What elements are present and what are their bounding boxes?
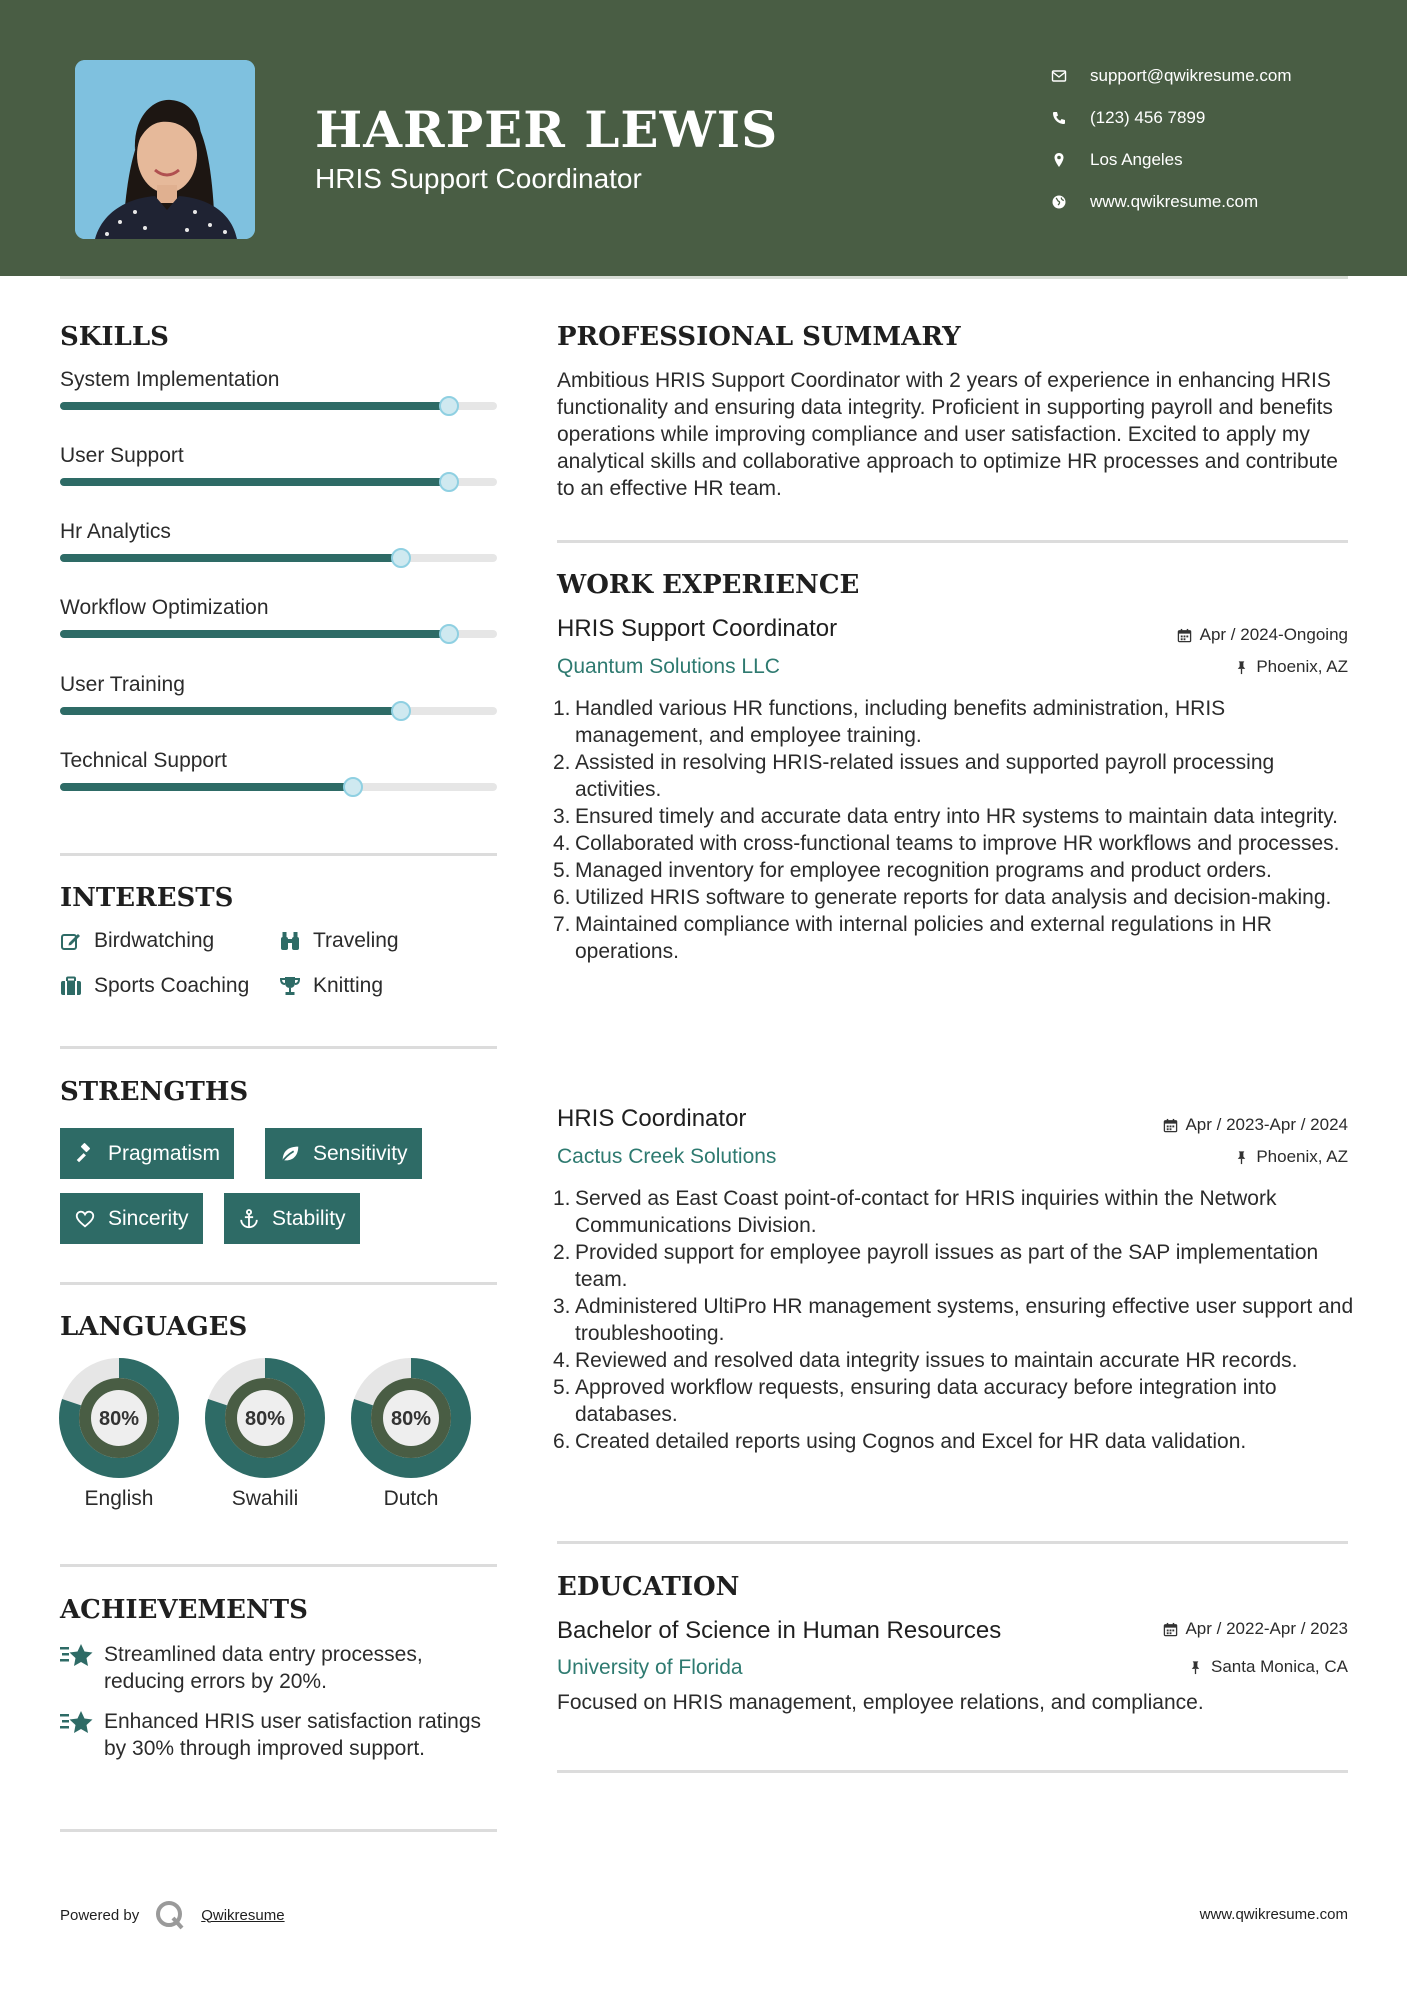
skill-bar-fill — [60, 630, 449, 638]
duty-text: Handled various HR functions, including benefits administration, HRIS management, and employee training. — [575, 697, 1226, 747]
strength-label: Sensitivity — [313, 1141, 408, 1165]
map-marker-icon — [1050, 151, 1068, 169]
job-company: Cactus Creek Solutions — [557, 1145, 777, 1168]
section-divider — [60, 1829, 497, 1832]
language-item — [350, 1357, 472, 1511]
header-divider — [60, 276, 1348, 279]
job-location-text: Phoenix, AZ — [1256, 1147, 1348, 1166]
education-location — [1187, 1657, 1348, 1677]
skill-name: Hr Analytics — [60, 520, 171, 543]
skill-bar-fill — [60, 554, 401, 562]
interest-label: Knitting — [313, 974, 384, 997]
section-divider — [557, 1770, 1348, 1773]
job-role: HRIS Support Coordinator — [557, 615, 838, 642]
achievement-text: Enhanced HRIS user satisfaction ratings by 30% through improved support. — [104, 1710, 482, 1760]
job-company: Quantum Solutions LLC — [557, 655, 780, 678]
skill-name: System Implementation — [60, 368, 280, 391]
summary-heading: PROFESSIONAL SUMMARY — [557, 322, 961, 352]
skill-bar — [60, 478, 497, 486]
binoculars-icon — [277, 928, 303, 954]
duty-text: Managed inventory for employee recognition programs and product orders. — [575, 859, 1272, 882]
skill-bar-fill — [60, 402, 449, 410]
phone-icon — [1050, 109, 1068, 127]
section-divider — [60, 1046, 497, 1049]
skill-bar — [60, 783, 497, 791]
duty-text: Maintained compliance with internal policies and external regulations in HR operations. — [575, 913, 1272, 963]
duty-item: 4. Reviewed and resolved data integrity issues to maintain accurate HR records. — [553, 1349, 1298, 1372]
skill-bar — [60, 402, 497, 410]
language-gauge — [58, 1357, 180, 1479]
interest-item — [277, 928, 399, 954]
qwikresume-link[interactable]: Qwikresume — [201, 1906, 285, 1924]
contact-email[interactable] — [1050, 55, 1292, 97]
contact-website[interactable] — [1050, 181, 1292, 223]
strength-chip — [60, 1193, 203, 1244]
profile-photo — [75, 60, 255, 239]
duty-item: 1. Handled various HR functions, including benefits administration, HRIS management, and employee training. — [553, 697, 1226, 747]
skill-item — [60, 520, 497, 544]
language-gauge — [204, 1357, 326, 1479]
interest-label: Traveling — [313, 929, 399, 952]
leaf-icon — [277, 1141, 303, 1167]
section-divider — [557, 1541, 1348, 1544]
duty-item: 2. Assisted in resolving HRIS-related issues and supported payroll processing activities. — [553, 751, 1275, 801]
language-percent: 80% — [244, 1408, 286, 1430]
achievement-item — [60, 1641, 500, 1695]
job-dates-text: Apr / 2023-Apr / 2024 — [1185, 1115, 1348, 1134]
powered-by-text: Powered by — [60, 1906, 140, 1924]
duty-text: Administered UltiPro HR management systems, ensuring effective user support and troubleshooting. — [575, 1295, 1354, 1345]
duty-text: Assisted in resolving HRIS-related issues and supported payroll processing activities. — [575, 751, 1275, 801]
duty-item: 7. Maintained compliance with internal policies and external regulations in HR operations. — [553, 913, 1272, 963]
job-location — [1232, 657, 1348, 677]
strength-label: Pragmatism — [108, 1141, 221, 1165]
job-role: HRIS Coordinator — [557, 1105, 747, 1132]
education-description: Focused on HRIS management, employee relations, and compliance. — [557, 1691, 1204, 1714]
skill-name: User Support — [60, 444, 184, 467]
calendar-icon — [1176, 626, 1194, 644]
pin-icon — [1187, 1658, 1205, 1676]
interest-item — [58, 973, 249, 999]
interest-label: Sports Coaching — [94, 974, 250, 997]
achievement-text: Streamlined data entry processes, reducing errors by 20%. — [104, 1643, 423, 1693]
globe-icon — [1050, 193, 1068, 211]
strength-chip — [224, 1193, 360, 1244]
education-school: University of Florida — [557, 1656, 743, 1679]
education-heading: EDUCATION — [557, 1572, 740, 1602]
skill-bar — [60, 707, 497, 715]
language-item — [58, 1357, 180, 1511]
summary-text: Ambitious HRIS Support Coordinator with 2 years of experience in enhancing HRIS functionality and ensuring data integrity. Proficient in supporting payroll and benefits operations while improving compliance and user satisfaction. Excited to apply my analytical skills and collaborative approach to optimize HR processes and contribute to an effective HR team. — [557, 369, 1338, 500]
briefcase-icon — [58, 973, 84, 999]
footer-website[interactable]: www.qwikresume.com — [1199, 1906, 1348, 1923]
contact-list — [1050, 55, 1292, 223]
skill-bar-fill — [60, 783, 353, 791]
job-location-text: Phoenix, AZ — [1256, 657, 1348, 676]
skill-item — [60, 368, 497, 392]
skill-item — [60, 596, 497, 620]
job-dates — [1161, 1115, 1348, 1135]
duty-item: 6. Created detailed reports using Cognos and Excel for HR data validation. — [553, 1430, 1247, 1453]
achievements-heading: ACHIEVEMENTS — [60, 1595, 308, 1625]
candidate-name: HARPER LEWIS — [315, 100, 779, 159]
education-dates — [1161, 1619, 1348, 1639]
calendar-icon — [1161, 1116, 1179, 1134]
contact-website-text: www.qwikresume.com — [1090, 192, 1259, 211]
skill-bar — [60, 554, 497, 562]
education-degree: Bachelor of Science in Human Resources — [557, 1617, 1002, 1644]
language-name: Swahili — [231, 1487, 299, 1510]
duty-text: Served as East Coast point-of-contact for HRIS inquiries within the Network Communications Division. — [575, 1187, 1277, 1237]
language-gauge — [350, 1357, 472, 1479]
star-icon — [60, 1641, 94, 1671]
languages-heading: LANGUAGES — [60, 1312, 248, 1342]
strength-label: Stability — [272, 1206, 346, 1230]
skill-name: Technical Support — [60, 749, 227, 772]
gavel-icon — [72, 1141, 98, 1167]
education-dates-text: Apr / 2022-Apr / 2023 — [1185, 1619, 1348, 1638]
calendar-icon — [1161, 1620, 1179, 1638]
skill-bar-knob — [391, 548, 411, 568]
language-percent: 80% — [98, 1408, 140, 1430]
strength-chip — [60, 1128, 234, 1179]
skill-bar-knob — [439, 624, 459, 644]
duty-item: 1. Served as East Coast point-of-contact for HRIS inquiries within the Network Communications Division. — [553, 1187, 1277, 1237]
envelope-icon — [1050, 67, 1068, 85]
duty-text: Ensured timely and accurate data entry into HR systems to maintain data integrity. — [575, 805, 1338, 828]
strength-label: Sincerity — [108, 1206, 189, 1230]
interest-item — [277, 973, 383, 999]
contact-phone[interactable] — [1050, 97, 1292, 139]
anchor-icon — [236, 1206, 262, 1232]
duty-item: 6. Utilized HRIS software to generate reports for data analysis and decision-making. — [553, 886, 1332, 909]
star-icon — [60, 1708, 94, 1738]
pin-icon — [1232, 1148, 1250, 1166]
contact-location — [1050, 139, 1292, 181]
strengths-heading: STRENGTHS — [60, 1077, 249, 1107]
job-duties — [553, 1185, 1357, 1455]
section-divider — [557, 540, 1348, 543]
contact-phone-text: (123) 456 7899 — [1090, 108, 1206, 127]
job-dates — [1176, 625, 1348, 645]
skill-item — [60, 673, 497, 697]
interests-heading: INTERESTS — [60, 883, 234, 913]
section-divider — [60, 1282, 497, 1285]
duty-text: Utilized HRIS software to generate reports for data analysis and decision-making. — [575, 886, 1332, 909]
duty-item: 3. Administered UltiPro HR management systems, ensuring effective user support and troubleshooting. — [553, 1295, 1354, 1345]
language-percent: 80% — [390, 1408, 432, 1430]
duty-text: Reviewed and resolved data integrity issues to maintain accurate HR records. — [575, 1349, 1298, 1372]
skill-bar-knob — [439, 396, 459, 416]
qwikresume-logo-icon — [153, 1898, 187, 1932]
duty-text: Provided support for employee payroll issues as part of the SAP implementation team. — [575, 1241, 1319, 1291]
language-name: Dutch — [383, 1487, 439, 1510]
achievement-item — [60, 1708, 500, 1762]
skill-name: User Training — [60, 673, 185, 696]
candidate-title: HRIS Support Coordinator — [315, 163, 642, 194]
pencil-square-icon — [58, 928, 84, 954]
duty-text: Approved workflow requests, ensuring data accuracy before integration into databases. — [575, 1376, 1277, 1426]
section-divider — [60, 853, 497, 856]
duty-item: 2. Provided support for employee payroll issues as part of the SAP implementation team. — [553, 1241, 1319, 1291]
skill-bar-fill — [60, 707, 401, 715]
interest-item — [58, 928, 214, 954]
job-location — [1232, 1147, 1348, 1167]
interest-label: Birdwatching — [94, 929, 215, 952]
language-item — [204, 1357, 326, 1511]
duty-item: 3. Ensured timely and accurate data entry into HR systems to maintain data integrity. — [553, 805, 1338, 828]
job-duties — [553, 695, 1357, 965]
skill-bar-knob — [343, 777, 363, 797]
contact-location-text: Los Angeles — [1090, 150, 1183, 169]
contact-email-text: support@qwikresume.com — [1090, 66, 1292, 85]
strength-chip — [265, 1128, 422, 1179]
duty-item: 5. Approved workflow requests, ensuring data accuracy before integration into databases. — [553, 1376, 1277, 1426]
duty-text: Created detailed reports using Cognos and Excel for HR data validation. — [575, 1430, 1247, 1453]
skill-item — [60, 749, 497, 773]
duty-item: 5. Managed inventory for employee recognition programs and product orders. — [553, 859, 1272, 882]
language-name: English — [84, 1487, 154, 1510]
skill-item — [60, 444, 497, 468]
experience-heading: WORK EXPERIENCE — [557, 570, 860, 600]
job-dates-text: Apr / 2024-Ongoing — [1199, 625, 1348, 644]
heart-icon — [72, 1206, 98, 1232]
skill-bar — [60, 630, 497, 638]
education-location-text: Santa Monica, CA — [1210, 1657, 1348, 1676]
duty-item: 4. Collaborated with cross-functional teams to improve HR workflows and processes. — [553, 832, 1340, 855]
skills-heading: SKILLS — [60, 322, 169, 352]
skill-bar-knob — [391, 701, 411, 721]
section-divider — [60, 1564, 497, 1567]
skill-bar-knob — [439, 472, 459, 492]
skill-bar-fill — [60, 478, 449, 486]
duty-text: Collaborated with cross-functional teams to improve HR workflows and processes. — [575, 832, 1340, 855]
footer-powered-by — [60, 1898, 285, 1932]
trophy-icon — [277, 973, 303, 999]
skill-name: Workflow Optimization — [60, 596, 269, 619]
pin-icon — [1232, 658, 1250, 676]
